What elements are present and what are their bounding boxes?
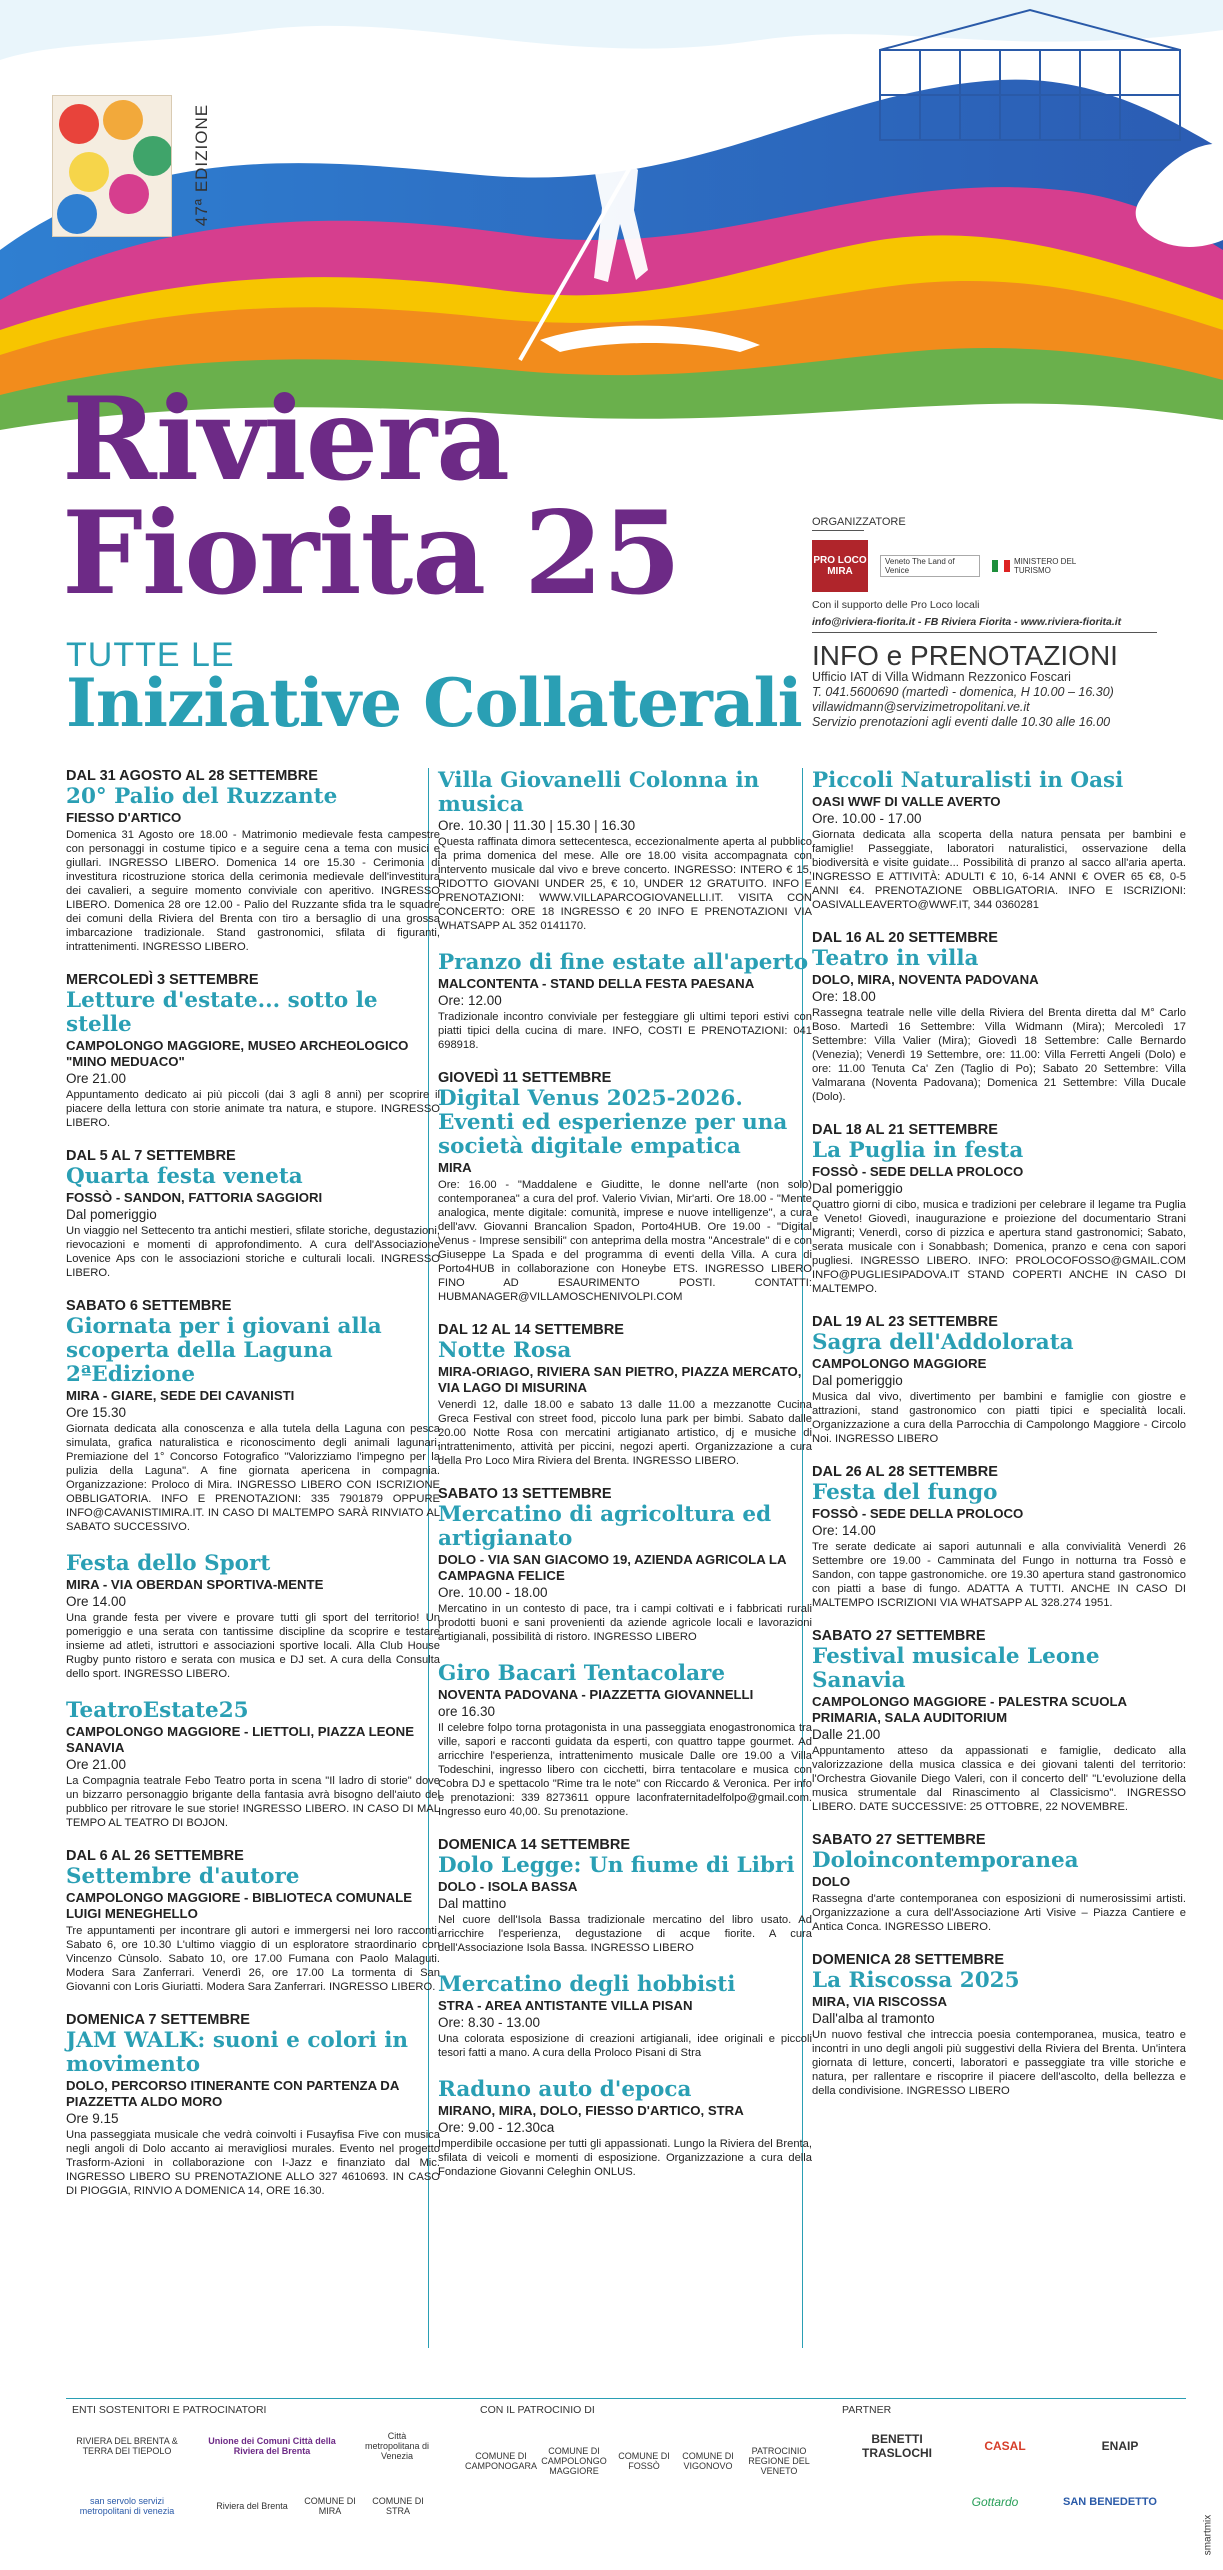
event-name: JAM WALK: suoni e colori in movimento: [66, 2028, 409, 2077]
event-item: [438, 1973, 812, 2060]
event-time: Ore 21.00: [66, 1071, 127, 1086]
event-description: Tre appuntamenti per incontrare gli autori e immergersi nei loro racconti. Sabato 6, ore 10.30 L'ultimo viaggio di un esploratore straordinario con Vincenzo Cùnsolo. Sabato 10, ore 17.00 Fumana con Paolo Malaguti. Modera Sara Zanferrari. Venerdì 26, ore 17.00 La tormenta di San Giovanni con Loris Giuriatti. Modera Sara Zanferrari. INGRESSO LIBERO.: [66, 1925, 440, 1993]
event-place: CAMPOLONGO MAGGIORE - BIBLIOTECA COMUNALE LUIGI MENEGHELLO: [66, 1890, 413, 1921]
print-credit: smartmix: [1202, 2514, 1214, 2556]
footer-divider: [66, 2398, 1186, 2399]
partner-label: PARTNER: [842, 2404, 892, 2416]
event-name: Notte Rosa: [438, 1338, 572, 1363]
event-description: Una colorata esposizione di creazioni artigianali, idee originali e piccoli tesori fatti a mano. A cura della Proloco Pisani di Stra: [438, 2033, 812, 2059]
event-date: DOMENICA 14 SETTEMBRE: [438, 1837, 631, 1853]
event-item: [66, 972, 440, 1130]
event-name: TeatroEstate25: [66, 1698, 249, 1723]
title-line-1: Riviera: [62, 372, 510, 506]
sponsor-logo: RIVIERA DEL BRENTA & TERRA DEI TIEPOLO: [76, 2436, 178, 2456]
event-name: Festival musicale Leone Sanavia: [812, 1644, 1100, 1693]
event-time: Ore. 10.00 - 18.00: [438, 1585, 548, 1600]
event-name: Mercatino degli hobbisti: [438, 1972, 736, 1997]
sponsor-logo: Unione dei Comuni Città della Riviera del Brenta: [208, 2436, 336, 2456]
sponsor-logo: Riviera del Brenta: [216, 2501, 288, 2511]
event-name: Villa Giovanelli Colonna in musica: [438, 768, 760, 817]
event-place: DOLO: [812, 1874, 851, 1889]
event-name: Giro Bacari Tentacolare: [438, 1661, 726, 1686]
event-item: [66, 768, 440, 954]
veneto-logo: Veneto The Land of Venice: [880, 555, 980, 577]
title-line-2: Fiorita 25: [62, 486, 681, 620]
info-line: T. 041.5600690 (martedì - domenica, H 10.00 – 16.30): [812, 685, 1114, 699]
event-place: MIRANO, MIRA, DOLO, FIESSO D'ARTICO, STRA: [438, 2103, 744, 2118]
patronage-logo: COMUNE DI FOSSÒ: [618, 2451, 670, 2471]
event-description: Rassegna teatrale nelle ville della Riviera del Brenta diretta dal M° Carlo Boso. Martedì 16 Settembre: Villa Widmann (Mira); Mercoledì 17 Settembre: Villa Valier (Mira); Giovedì 18 Settembre: Calle Bernardo (Venezia); Venerdì 19 Settembre, ore: 11.00: Villa Ferretti Angeli (Dolo) e ore: 11.00 Tenuta Ca' Zen (Taglio di Po); Sabato 20 Settembre: Villa Valmarana (Noventa Padovana); Domenica 21 Settembre: Villa Ducale (Dolo).: [812, 1007, 1186, 1103]
info-line: Servizio prenotazioni agli eventi dalle 10.30 alle 16.00: [812, 715, 1111, 729]
event-item: [812, 769, 1186, 912]
event-place: STRA - AREA ANTISTANTE VILLA PISAN: [438, 1998, 693, 2013]
event-description: Un nuovo festival che intreccia poesia contemporanea, musica, teatro e incontri in uno degli angoli più suggestivi della Riviera del Brenta. Un'intera giornata di letture, concerti, laboratori e passeggiate tra ville storiche e natura, per rallentare e riscoprire il piacere dell'ascolto, della bellezza e della condivisione. INGRESSO LIBERO: [812, 2029, 1186, 2097]
event-description: Una grande festa per vivere e provare tutti gli sport del territorio! Un pomeriggio e una serata con tantissime discipline da scoprire e testare insieme ad atleti, istruttori e associazioni sportive locali. Alla Club House Rugby punto ristoro e serata con musica e DJ set. A cura della Consulta dello sport. INGRESSO LIBERO.: [66, 1612, 440, 1680]
contact-links: info@riviera-fiorita.it - FB Riviera Fiorita - www.riviera-fiorita.it: [812, 616, 1157, 633]
event-place: MIRA, VIA RISCOSSA: [812, 1994, 948, 2009]
event-description: Appuntamento dedicato ai più piccoli (dai 3 agli 8 anni) per scoprire il piacere della lettura con storie animate tra natura, e stupore. INGRESSO LIBERO.: [66, 1089, 440, 1129]
partner-logo: CASAL: [984, 2439, 1026, 2453]
info-lines: [812, 670, 1182, 730]
event-item: [66, 1148, 440, 1280]
partner-logo: SAN BENEDETTO: [1063, 2496, 1157, 2508]
event-description: Tre serate dedicate ai sapori autunnali e alla convivialità Venerdì 26 Settembre ore 19.00 - Camminata del Fungo in notturna tra Fossò e Sandon, con tappe gastronomiche. ore 19.30 apertura stand gastronomico con piatti a base di fungo. ADATTA A TUTTI. ANCHE IN CASO DI MALTEMPO ISCRIZIONI VIA WHATSAPP AL 328.274 1951.: [812, 1541, 1186, 1609]
event-item: [812, 1628, 1186, 1814]
event-date: DAL 5 AL 7 SETTEMBRE: [66, 1148, 236, 1164]
sponsors-label: ENTI SOSTENITORI E PATROCINATORI: [72, 2404, 267, 2416]
event-place: MIRA - VIA OBERDAN SPORTIVA-MENTE: [66, 1577, 324, 1592]
support-note: Con il supporto delle Pro Loco locali: [812, 599, 980, 611]
event-name: La Puglia in festa: [812, 1138, 1024, 1163]
event-name: Festa del fungo: [812, 1480, 998, 1505]
event-date: DAL 19 AL 23 SETTEMBRE: [812, 1314, 998, 1330]
sponsor-logo: san servolo servizi metropolitani di venezia: [79, 2496, 175, 2516]
event-description: Giornata dedicata alla conoscenza e alla tutela della Laguna con pesca simulata, grafica naturalistica e riconoscimento degli animali lagunari. Premiazione del 1° Concorso Fotografico "Valorizziamo l'impegno per la pulizia della Laguna". A fine giornata apericena in compagnia. Organizzazione: Proloco di Mira. INGRESSO LIBERO CON ISCRIZIONE OBBLIGATORIA. INFO E PRENOTAZIONI: 335 7901879 OPPURE INFO@CAVANISTIMIRA.IT. IN CASO DI MALTEMPO SARÀ RINVIATO AL SABATO SUCCESSIVO.: [66, 1423, 440, 1533]
event-date: SABATO 13 SETTEMBRE: [438, 1486, 612, 1502]
event-description: Venerdì 12, dalle 18.00 e sabato 13 dalle 11.00 a mezzanotte Cucina Greca Festival con street food, piccolo luna park per bimbi. Sabato dalle 20.00 Notte Rosa con mercatini artigianato artistico, dj e musiche di intrattenimento, attività per piccini, negozi aperti. Organizzazione a cura della Pro Loco Mira Riviera del Brenta. INGRESSO LIBERO.: [438, 1399, 812, 1467]
event-name: Doloincontemporanea: [812, 1848, 1079, 1873]
event-item: [812, 1952, 1186, 2098]
edition-artwork: [52, 95, 172, 237]
patronage-logo: COMUNE DI CAMPOLONGO MAGGIORE: [541, 2446, 607, 2476]
event-item: [812, 1832, 1186, 1934]
event-date: SABATO 6 SETTEMBRE: [66, 1298, 232, 1314]
info-line: villawidmann@servizimetropolitani.ve.it: [812, 700, 1030, 714]
event-time: Ore: 8.30 - 13.00: [438, 2015, 541, 2030]
event-description: Tradizionale incontro conviviale per festeggiare gli ultimi tepori estivi con piatti tipici della cucina di mare. INFO, COSTI E PRENOTAZIONI: 041 698918.: [438, 1011, 812, 1051]
event-name: Quarta festa veneta: [66, 1164, 303, 1189]
event-description: La Compagnia teatrale Febo Teatro porta in scena "Il ladro di storie" dove un bizzarro personaggio brigante della fantasia avrà bisogno dell'aiuto del pubblico per ritrovare le sue storie! INGRESSO LIBERO. IN CASO DI MAL TEMPO AL TEATRO DI BOJON.: [66, 1775, 440, 1829]
event-description: Un viaggio nel Settecento tra antichi mestieri, sfilate storiche, degustazioni, rievocazioni e momenti di approfondimento. A cura dell'Associazione Lovenice Aps con le associazioni storiche e culturali locali. INGRESSO LIBERO.: [66, 1225, 440, 1279]
event-place: DOLO, PERCORSO ITINERANTE CON PARTENZA DA PIAZZETTA ALDO MORO: [66, 2078, 399, 2109]
event-time: Ore: 9.00 - 12.30ca: [438, 2120, 555, 2135]
event-item: [66, 1699, 440, 1830]
event-name: Digital Venus 2025-2026. Eventi ed esperienze per una società digitale empatica: [438, 1086, 788, 1159]
partner-logo: Gottardo: [971, 2495, 1019, 2509]
event-time: Ore 14.00: [66, 1594, 127, 1609]
event-name: Mercatino di agricoltura ed artigianato: [438, 1502, 772, 1551]
event-item: [438, 1322, 812, 1468]
event-time: Ore: 14.00: [812, 1523, 876, 1538]
event-item: [438, 769, 812, 933]
event-description: Nel cuore dell'Isola Bassa tradizionale mercatino del libro usato. Ad arricchire l'esperienza, degustazione di acque fiorite. A cura dell'Associazione Isola Bassa. INGRESSO LIBERO: [438, 1914, 812, 1954]
event-date: GIOVEDÌ 11 SETTEMBRE: [438, 1070, 612, 1086]
event-date: DOMENICA 28 SETTEMBRE: [812, 1952, 1005, 1968]
event-place: MIRA: [438, 1160, 472, 1175]
event-name: Piccoli Naturalisti in Oasi: [812, 768, 1124, 793]
event-time: Ore. 10.30 | 11.30 | 15.30 | 16.30: [438, 818, 636, 833]
event-place: FOSSÒ - SEDE DELLA PROLOCO: [812, 1506, 1024, 1521]
event-name: Giornata per i giovani alla scoperta della Laguna 2ªEdizione: [66, 1314, 382, 1387]
event-place: MIRA - GIARE, SEDE DEI CAVANISTI: [66, 1388, 295, 1403]
event-date: SABATO 27 SETTEMBRE: [812, 1628, 986, 1644]
event-item: [812, 1122, 1186, 1296]
event-description: Musica dal vivo, divertimento per bambini e famiglie con giostre e attrazioni, stand gastronomico con piatti tipici e specialità locali. Organizzazione a cura della Parrocchia di Campolongo Maggiore - Circolo Noi. INGRESSO LIBERO: [812, 1391, 1186, 1445]
event-place: FIESSO D'ARTICO: [66, 810, 182, 825]
event-date: DAL 18 AL 21 SETTEMBRE: [812, 1122, 998, 1138]
event-time: Dall'alba al tramonto: [812, 2011, 935, 2026]
event-description: Quattro giorni di cibo, musica e tradizioni per celebrare il legame tra Puglia e Veneto! Giovedì, inaugurazione e proiezione del documentario Strani Migranti; Venerdì, corso di pizzica e apertura stand gastronomici; Sabato, serata musicale con i Sonabbash; Domenica, pranzo e cena con sapori pugliesi. INGRESSO LIBERO. INFO: PROLOCOFOSSO@GMAIL.COM INFO@PUGLIESIPADOVA.IT STAND COPERTI ANCHE IN CASO DI MALTEMPO.: [812, 1199, 1186, 1295]
event-time: Dal pomeriggio: [66, 1207, 157, 1222]
subtitle-big: Iniziative Collaterali: [66, 664, 802, 742]
event-place: NOVENTA PADOVANA - PIAZZETTA GIOVANNELLI: [438, 1687, 754, 1702]
event-description: Ore: 16.00 - "Maddalene e Giuditte, le donne nell'arte (non solo) contemporanea" a cura del prof. Valerio Vivian, Mir'arti. Ore 18.00 - "Mente analogica, mente digitale: comunità, imprese e nuove intelligenze", a cura dell'avv. Giovanni Brancalion Spadon, Porto4HUB. Ore 19.00 - "Digital Venus - Imprese sensibili" con anteprima della mostra "Ancestrale" di e con Giuseppe La Spada e del programma di eventi della Villa. A cura di Porto4HUB in collaborazione con Honeybe ETS. INGRESSO LIBERO FINO AD ESAURIMENTO POSTI. CONTATTI: HUBMANAGER@VILLAMOSCHENIVOLPI.COM: [438, 1179, 812, 1303]
event-time: Ore. 10.00 - 17.00: [812, 811, 922, 826]
event-date: SABATO 27 SETTEMBRE: [812, 1832, 986, 1848]
event-item: [438, 951, 812, 1052]
event-description: Appuntamento atteso da appassionati e famiglie, dedicato alla valorizzazione della musica classica e dei giovani talenti del territorio: l'Orchestra Giovanile Diego Valeri, con il concerto dell' "L'evoluzione della musica strumentale dal Rinascimento al Classicismo". INGRESSO LIBERO. DATE SUCCESSIVE: 25 OTTOBRE, 22 NOVEMBRE.: [812, 1745, 1186, 1813]
event-time: ore 16.30: [438, 1704, 496, 1719]
patronage-logo: PATROCINIO REGIONE DEL VENETO: [748, 2446, 810, 2476]
organizers-block: [812, 516, 1157, 633]
event-name: Sagra dell'Addolorata: [812, 1330, 1074, 1355]
event-item: [812, 1314, 1186, 1446]
event-item: [438, 2078, 812, 2179]
event-place: OASI WWF DI VALLE AVERTO: [812, 794, 1001, 809]
event-name: 20° Palio del Ruzzante: [66, 784, 338, 809]
event-date: DOMENICA 7 SETTEMBRE: [66, 2012, 250, 2028]
sponsor-logo: COMUNE DI MIRA: [304, 2496, 356, 2516]
event-time: Ore 15.30: [66, 1405, 127, 1420]
event-name: Festa dello Sport: [66, 1551, 271, 1576]
event-time: Dal mattino: [438, 1896, 507, 1911]
patronage-logo: COMUNE DI VIGONOVO: [682, 2451, 734, 2471]
event-name: Raduno auto d'epoca: [438, 2077, 692, 2102]
italian-flag-icon: [992, 560, 1010, 572]
event-name: Teatro in villa: [812, 946, 979, 971]
info-line: Ufficio IAT di Villa Widmann Rezzonico Foscari: [812, 670, 1071, 684]
event-place: FOSSÒ - SANDON, FATTORIA SAGGIORI: [66, 1190, 323, 1205]
sponsor-logo: COMUNE DI STRA: [372, 2496, 424, 2516]
event-place: FOSSÒ - SEDE DELLA PROLOCO: [812, 1164, 1024, 1179]
event-item: [438, 1486, 812, 1644]
sponsor-logo: Città metropolitana di Venezia: [364, 2431, 430, 2461]
event-item: [66, 2012, 440, 2198]
event-name: Letture d'estate... sotto le stelle: [66, 988, 378, 1037]
subtitle-small: TUTTE LE: [66, 636, 235, 674]
event-time: Ore: 12.00: [438, 993, 502, 1008]
event-place: CAMPOLONGO MAGGIORE: [812, 1356, 987, 1371]
event-place: DOLO, MIRA, NOVENTA PADOVANA: [812, 972, 1039, 987]
event-place: CAMPOLONGO MAGGIORE - PALESTRA SCUOLA PRIMARIA, SALA AUDITORIUM: [812, 1694, 1127, 1725]
event-place: DOLO - ISOLA BASSA: [438, 1879, 578, 1894]
event-description: Il celebre folpo torna protagonista in una passeggiata enogastronomica tra ville, sapori e racconti guidata da esperti, con quattro tappe gourmet. Ad arricchire l'esperienza, intrattenimento musicale Dalle ore 19.00 a Villa Todeschini, ingresso libero con cicchetti, birra tentacolare e musica con Cobra DJ e spettacolo "Rime tra le note" con Riccardo & Veronica. Per info e prenotazioni: 339 8273611 oppure laconfraternitadelfolpo@gmail.com. Ingresso euro 40,00. Su prenotazione.: [438, 1722, 812, 1818]
event-item: [812, 1464, 1186, 1610]
event-item: [438, 1662, 812, 1819]
event-date: DAL 12 AL 14 SETTEMBRE: [438, 1322, 624, 1338]
event-name: La Riscossa 2025: [812, 1968, 1020, 1993]
event-time: Ore 21.00: [66, 1757, 127, 1772]
event-time: Ore 9.15: [66, 2111, 119, 2126]
event-item: [438, 1070, 812, 1304]
organizers-label: ORGANIZZATORE: [812, 516, 864, 531]
event-name: Dolo Legge: Un fiume di Libri: [438, 1853, 795, 1878]
events-column-2: [438, 768, 812, 2197]
event-description: Questa raffinata dimora settecentesca, eccezionalmente aperta al pubblico la prima domenica del mese. Alle ore 18.00 visita accompagnata con intervento musicale dal vivo e breve concerto. INGRESSO: INTERO € 15, RIDOTTO GIOVANI UNDER 25, € 10, UNDER 12 GRATUITO. INFO E PRENOTAZIONI: WWW.VILLAPARCOGIOVANELLI.IT. VISITA CON CONCERTO: ORE 18 INGRESSO € 20 INFO E PRENOTAZIONI VIA WHATSAPP AL 352 0141170.: [438, 836, 812, 932]
pro-loco-mira-logo: PRO LOCO MIRA: [812, 540, 868, 592]
event-date: MERCOLEDÌ 3 SETTEMBRE: [66, 972, 259, 988]
event-time: Dal pomeriggio: [812, 1181, 903, 1196]
event-description: Giornata dedicata alla scoperta della natura pensata per bambini e famiglie! Passeggiate, laboratori naturalistici, osservazione della biodiversità e visite guidate... Possibilità di pranzo al sacco all'aria aperta. INGRESSO E ATTIVITÀ: ADULTI € 10, 6-14 ANNI € OVER 65 €8, 0-5 ANNI €4. PRENOTAZIONE OBBLIGATORIA. INFO E ISCRIZIONI: OASIVALLEAVERTO@WWF.IT, 344 0360281: [812, 829, 1186, 911]
event-time: Ore: 18.00: [812, 989, 876, 1004]
event-place: CAMPOLONGO MAGGIORE - LIETTOLI, PIAZZA LEONE SANAVIA: [66, 1724, 414, 1755]
event-description: Imperdibile occasione per tutti gli appassionati. Lungo la Riviera del Brenta, sfilata di veicoli e momenti di esposizione. Organizzazione a cura della Fondazione Giovanni Celeghin ONLUS.: [438, 2138, 812, 2178]
main-title: [62, 372, 681, 620]
event-description: Una passeggiata musicale che vedrà coinvolti i Fusayfisa Five con musica negli angoli di Dolo accanto ai meravigliosi murales. Evento nel progetto Trasform-Azioni in collaborazione con I-Jazz e finanziato dal Mic. INGRESSO LIBERO SU PRENOTAZIONE ALLO 327 4610693. IN CASO DI PIOGGIA, RINVIO A DOMENICA 14, ORE 16.30.: [66, 2129, 440, 2197]
event-date: DAL 6 AL 26 SETTEMBRE: [66, 1848, 244, 1864]
event-place: MIRA-ORIAGO, RIVIERA SAN PIETRO, PIAZZA MERCATO, VIA LAGO DI MISURINA: [438, 1364, 802, 1395]
event-item: [438, 1837, 812, 1955]
info-title: INFO e PRENOTAZIONI: [812, 640, 1118, 671]
edition-label: 47ª EDIZIONE: [192, 103, 211, 227]
event-place: CAMPOLONGO MAGGIORE, MUSEO ARCHEOLOGICO "MINO MEDUACO": [66, 1038, 409, 1069]
ministero-logo: MINISTERO DEL TURISMO: [992, 555, 1102, 577]
event-date: DAL 31 AGOSTO AL 28 SETTEMBRE: [66, 768, 318, 784]
event-item: [66, 1848, 440, 1994]
event-date: DAL 26 AL 28 SETTEMBRE: [812, 1464, 998, 1480]
event-place: MALCONTENTA - STAND DELLA FESTA PAESANA: [438, 976, 755, 991]
partner-logo: BENETTI TRASLOCHI: [862, 2432, 932, 2460]
event-item: [66, 1552, 440, 1681]
event-item: [812, 930, 1186, 1104]
events-column-3: [812, 768, 1186, 2116]
event-name: Settembre d'autore: [66, 1864, 300, 1889]
partner-logo: ENAIP: [1101, 2439, 1139, 2453]
event-description: Rassegna d'arte contemporanea con esposizioni di numerosissimi artisti. Organizzazione a cura dell'Associazione Arti Visive – Piazza Cantiere e Antica Conca. INGRESSO LIBERO.: [812, 1893, 1186, 1933]
patronage-logo: COMUNE DI CAMPONOGARA: [465, 2451, 538, 2471]
event-item: [66, 1298, 440, 1534]
event-description: Domenica 31 Agosto ore 18.00 - Matrimonio medievale festa campestre con personaggi in costume tipico e a seguire cena a tema con musici e giullari. INGRESSO LIBERO. Domenica 14 ore 15.30 - Cerimonia di investitura ricostruzione storica della cerimonia medievale dell'investitura dei cavalieri, a seguire momento conviviale con aperitivo. INGRESSO LIBERO. Domenica 28 ore 12.00 - Palio del Ruzzante sfida tra le squadre dei comuni della Riviera del Brenta con tiro a bersaglio di una grossa imbarcazione tradizionale. Stand gastronomici, sfilata di figuranti, intrattenimenti. INGRESSO LIBERO.: [66, 829, 440, 953]
event-time: Dal pomeriggio: [812, 1373, 903, 1388]
event-description: Mercatino in un contesto di pace, tra i campi coltivati e i fabbricati rurali prodotti buoni e sani provenienti da aziende agricole locali e lavorazioni artigianali, possibilità di ristoro. INGRESSO LIBERO: [438, 1603, 812, 1643]
event-place: DOLO - VIA SAN GIACOMO 19, AZIENDA AGRICOLA LA CAMPAGNA FELICE: [438, 1552, 787, 1583]
patronage-label: CON IL PATROCINIO DI: [480, 2404, 595, 2416]
events-column-1: [66, 768, 440, 2216]
event-name: Pranzo di fine estate all'aperto: [438, 950, 809, 975]
event-time: Dalle 21.00: [812, 1727, 881, 1742]
event-date: DAL 16 AL 20 SETTEMBRE: [812, 930, 998, 946]
